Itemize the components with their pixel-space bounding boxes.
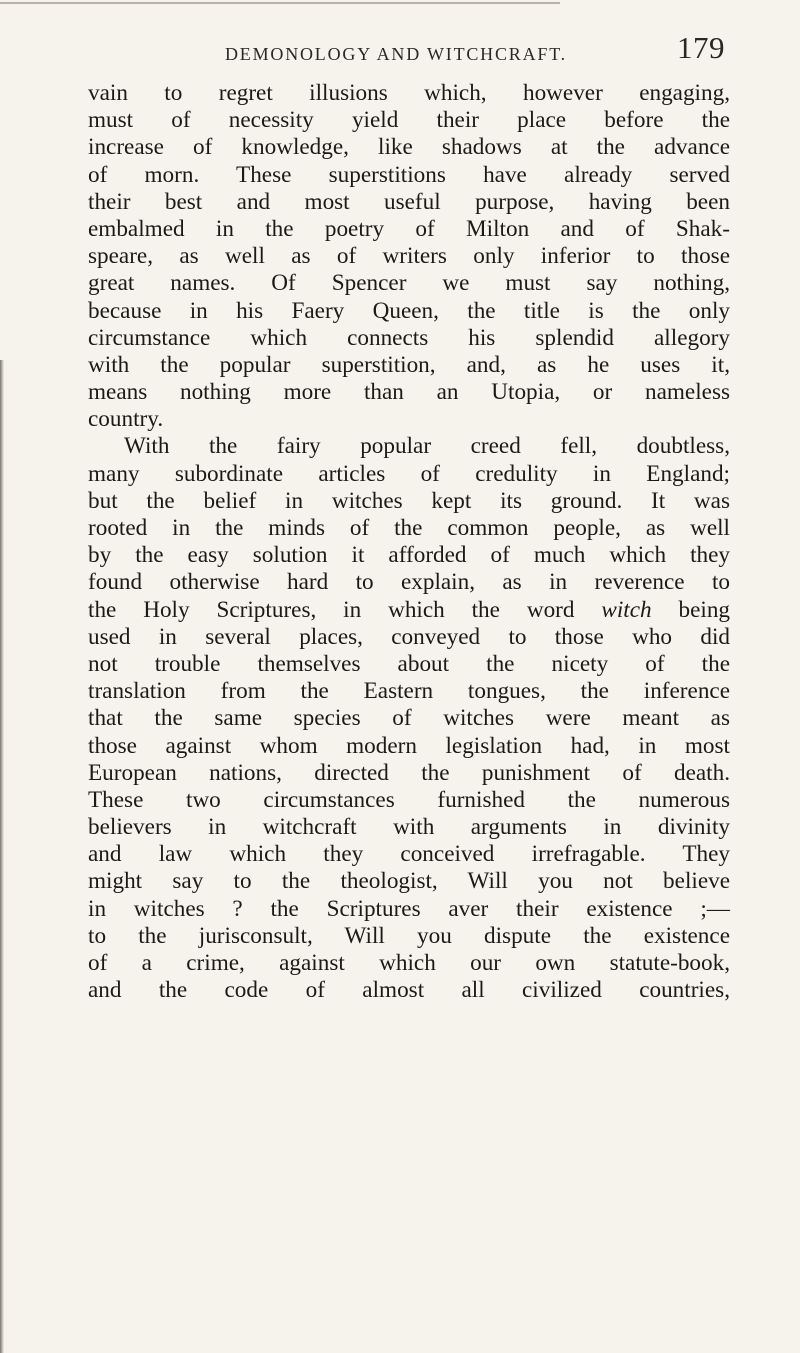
running-head xyxy=(90,30,730,76)
text-line: European nations, directed the punishment of death. xyxy=(88,759,730,786)
text-line: in witches ? the Scriptures aver their existence ;— xyxy=(88,895,730,922)
text-line: might say to the theologist, Will you not believe xyxy=(88,868,730,895)
text-line: of a crime, against which our own statute-book, xyxy=(88,950,730,976)
text-line: embalmed in the poetry of Milton and of Shak- xyxy=(88,215,730,242)
text-line: not trouble themselves about the nicety of the xyxy=(88,650,730,677)
text-line: great names. Of Spencer we must say nothing, xyxy=(88,270,730,297)
text-line: circumstance which connects his splendid allegory xyxy=(88,324,730,351)
text-line: but the belief in witches kept its ground. It was xyxy=(88,487,730,514)
text-line: many subordinate articles of credulity in England; xyxy=(88,460,730,487)
text-line: found otherwise hard to explain, as in reverence to xyxy=(88,569,730,596)
text-line: rooted in the minds of the common people, as well xyxy=(88,515,730,541)
text-line: the Holy Scriptures, in which the word witch being xyxy=(88,596,731,623)
running-title: DEMONOLOGY AND WITCHCRAFT. xyxy=(225,44,567,64)
text-line: by the easy solution it afforded of much which they xyxy=(88,542,730,569)
text-line: because in his Faery Queen, the title is the only xyxy=(88,297,730,324)
text-line: speare, as well as of writers only inferior to those xyxy=(88,243,730,270)
text-line: of morn. These superstitions have already served xyxy=(88,161,730,188)
text-line-paragraph-end: country. xyxy=(88,406,164,433)
text-line-paragraph-start: With the fairy popular creed fell, doubtless, xyxy=(124,433,730,460)
text-line: must of necessity yield their place before the xyxy=(88,107,730,134)
body-text xyxy=(88,80,730,1004)
page-number: 179 xyxy=(677,30,725,65)
text-line: increase of knowledge, like shadows at the advance xyxy=(88,134,730,161)
text-line: their best and most useful purpose, having been xyxy=(88,188,730,215)
text-line: These two circumstances furnished the numerous xyxy=(88,786,730,813)
text-line: and law which they conceived irrefragable. They xyxy=(88,841,730,868)
emphasized-word: witch xyxy=(601,596,652,623)
text-line: believers in witchcraft with arguments in divinity xyxy=(88,814,730,841)
text-line: those against whom modern legislation had, in most xyxy=(88,732,730,759)
text-line: used in several places, conveyed to those who did xyxy=(88,623,730,650)
text-line: vain to regret illusions which, however engaging, xyxy=(88,80,730,106)
text-line: translation from the Eastern tongues, the inference xyxy=(88,678,730,705)
text-line: with the popular superstition, and, as he uses it, xyxy=(88,351,730,378)
text-line: means nothing more than an Utopia, or nameless xyxy=(88,379,730,406)
text-line: to the jurisconsult, Will you dispute the existence xyxy=(88,922,730,949)
text-line: and the code of almost all civilized countries, xyxy=(88,977,730,1004)
text-line: that the same species of witches were meant as xyxy=(88,705,730,732)
